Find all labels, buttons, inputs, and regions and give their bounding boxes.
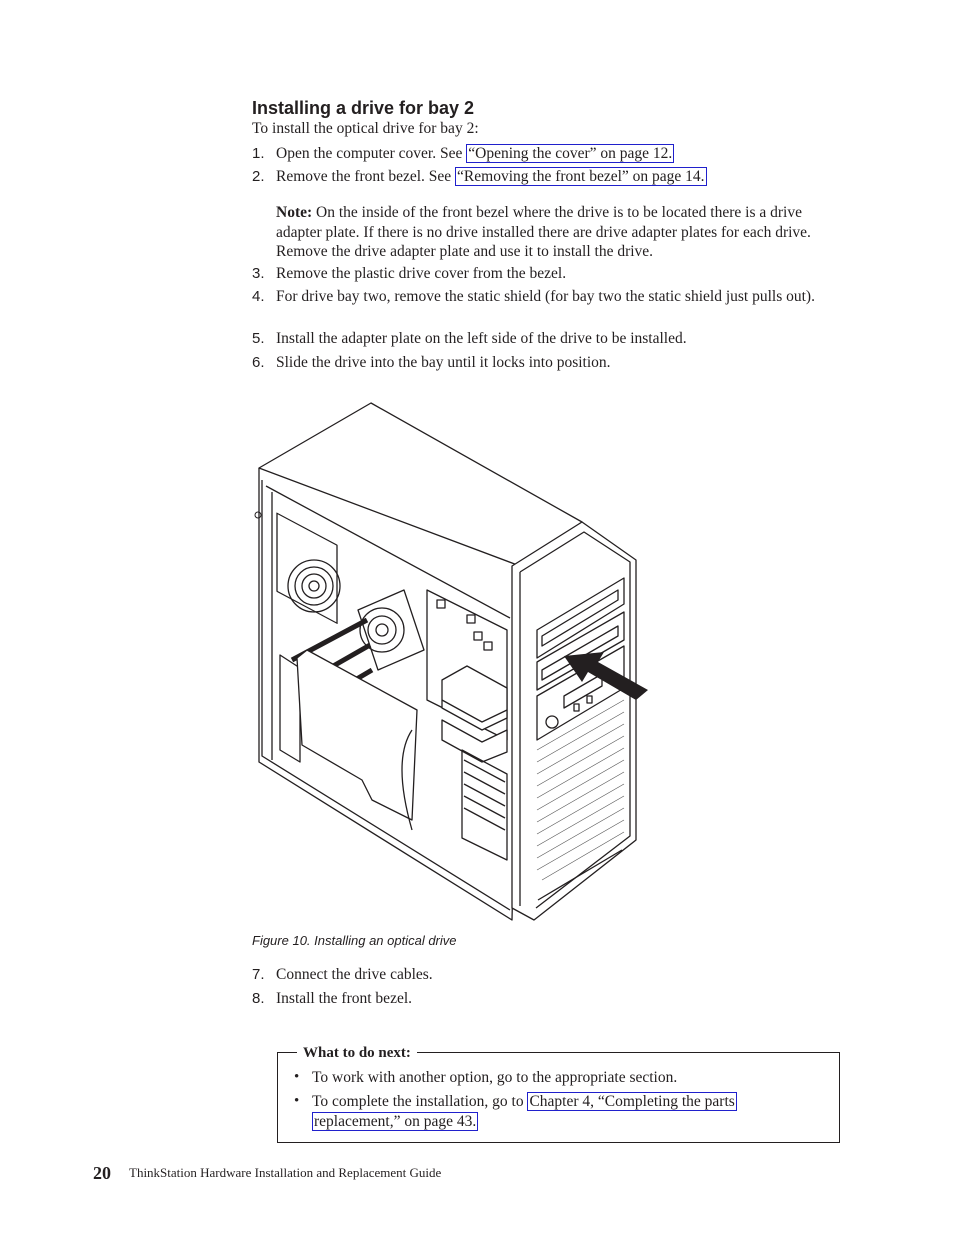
link-chapter-4-cont[interactable]: replacement,” on page 43. bbox=[314, 1112, 477, 1130]
step-1 bbox=[276, 144, 842, 164]
next-step-complete bbox=[312, 1092, 832, 1131]
bullet: • bbox=[294, 1069, 300, 1085]
step-6: Slide the drive into the bay until it locks into position. bbox=[276, 354, 611, 371]
page-number: 20 bbox=[93, 1163, 111, 1183]
step-text: Open the computer cover. See bbox=[276, 145, 467, 162]
figure-caption: Figure 10. Installing an optical drive bbox=[252, 933, 457, 948]
step-2 bbox=[276, 167, 842, 187]
link-removing-bezel[interactable]: “Removing the front bezel” on page 14. bbox=[457, 168, 705, 185]
step-3: Remove the plastic drive cover from the bezel. bbox=[276, 265, 567, 282]
step-number: 4. bbox=[252, 288, 265, 305]
note-text: On the inside of the front bezel where the drive is to be located there is a drive adapter plate. If there is no drive installed there are drive adapter plates for each drive. Remove the drive adapter plate and use it to install the drive. bbox=[276, 204, 811, 260]
step-number: 5. bbox=[252, 330, 265, 347]
bullet: • bbox=[294, 1093, 300, 1109]
step-number: 8. bbox=[252, 990, 265, 1007]
step-text: Remove the front bezel. See bbox=[276, 168, 456, 185]
section-heading: Installing a drive for bay 2 bbox=[252, 98, 475, 118]
step-number: 3. bbox=[252, 265, 265, 282]
step-number: 7. bbox=[252, 966, 265, 983]
intro-text: To install the optical drive for bay 2: bbox=[252, 120, 479, 137]
note-label: Note: bbox=[276, 204, 313, 221]
step-4: For drive bay two, remove the static shield (for bay two the static shield just pulls out). bbox=[276, 288, 815, 305]
step-number: 2. bbox=[252, 168, 265, 185]
footer-title: ThinkStation Hardware Installation and Replacement Guide bbox=[129, 1165, 442, 1180]
next-step-text: To complete the installation, go to bbox=[312, 1093, 528, 1110]
step-8: Install the front bezel. bbox=[276, 990, 413, 1007]
step-number: 1. bbox=[252, 145, 265, 162]
optical-drive-illustration bbox=[252, 400, 652, 925]
step-number: 6. bbox=[252, 354, 265, 371]
next-step-option: To work with another option, go to the appropriate section. bbox=[312, 1069, 678, 1086]
step-5: Install the adapter plate on the left side of the drive to be installed. bbox=[276, 330, 687, 347]
link-opening-cover[interactable]: “Opening the cover” on page 12. bbox=[468, 145, 673, 162]
link-chapter-4[interactable]: Chapter 4, “Completing the parts bbox=[529, 1093, 735, 1110]
step-7: Connect the drive cables. bbox=[276, 966, 433, 983]
note bbox=[276, 203, 842, 262]
next-steps-title: What to do next: bbox=[297, 1044, 417, 1063]
